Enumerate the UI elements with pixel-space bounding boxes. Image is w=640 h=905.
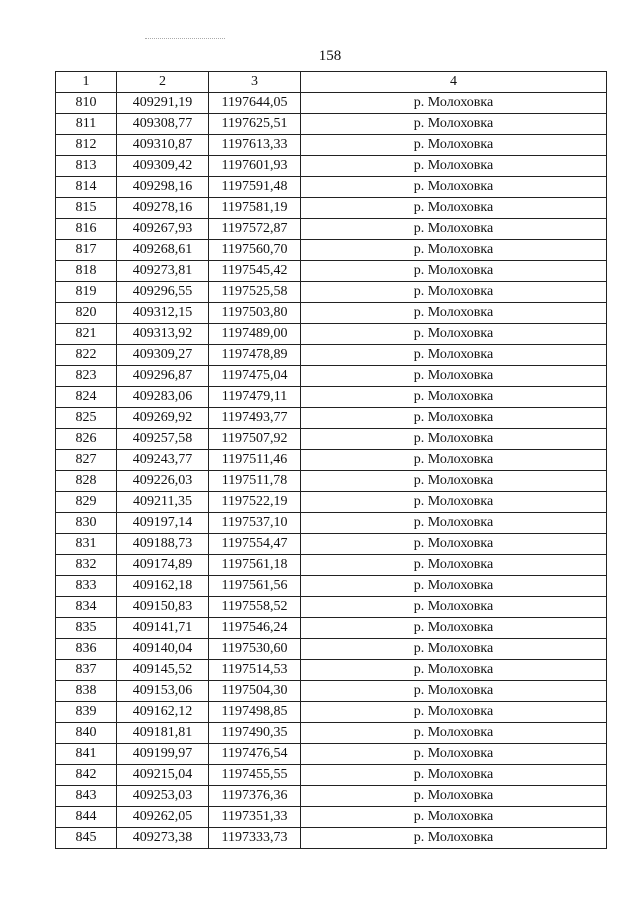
point-number-cell: 839	[56, 702, 117, 723]
description-cell: р. Молоховка	[301, 723, 607, 744]
point-number-cell: 811	[56, 114, 117, 135]
point-number-cell: 820	[56, 303, 117, 324]
y-coordinate-cell: 1197561,18	[209, 555, 301, 576]
description-cell: р. Молоховка	[301, 408, 607, 429]
x-coordinate-cell: 409262,05	[117, 807, 209, 828]
point-number-cell: 823	[56, 366, 117, 387]
point-number-cell: 814	[56, 177, 117, 198]
table-row	[56, 219, 607, 240]
x-coordinate-cell: 409141,71	[117, 618, 209, 639]
table-row	[56, 282, 607, 303]
table-row	[56, 387, 607, 408]
point-number-cell: 832	[56, 555, 117, 576]
x-coordinate-cell: 409309,42	[117, 156, 209, 177]
point-number-cell: 836	[56, 639, 117, 660]
x-coordinate-cell: 409226,03	[117, 471, 209, 492]
description-cell: р. Молоховка	[301, 93, 607, 114]
description-cell: р. Молоховка	[301, 681, 607, 702]
table-row	[56, 198, 607, 219]
scan-artifact	[145, 38, 225, 40]
y-coordinate-cell: 1197545,42	[209, 261, 301, 282]
point-number-cell: 841	[56, 744, 117, 765]
table-row	[56, 597, 607, 618]
y-coordinate-cell: 1197479,11	[209, 387, 301, 408]
table-row	[56, 681, 607, 702]
description-cell: р. Молоховка	[301, 303, 607, 324]
x-coordinate-cell: 409197,14	[117, 513, 209, 534]
description-cell: р. Молоховка	[301, 219, 607, 240]
x-coordinate-cell: 409296,87	[117, 366, 209, 387]
x-coordinate-cell: 409268,61	[117, 240, 209, 261]
description-cell: р. Молоховка	[301, 744, 607, 765]
description-cell: р. Молоховка	[301, 156, 607, 177]
y-coordinate-cell: 1197490,35	[209, 723, 301, 744]
table-row	[56, 450, 607, 471]
point-number-cell: 833	[56, 576, 117, 597]
header-col-2: 2	[117, 72, 209, 93]
point-number-cell: 828	[56, 471, 117, 492]
description-cell: р. Молоховка	[301, 240, 607, 261]
description-cell: р. Молоховка	[301, 450, 607, 471]
x-coordinate-cell: 409309,27	[117, 345, 209, 366]
description-cell: р. Молоховка	[301, 114, 607, 135]
table-row	[56, 618, 607, 639]
description-cell: р. Молоховка	[301, 177, 607, 198]
table-row	[56, 156, 607, 177]
header-col-4: 4	[301, 72, 607, 93]
description-cell: р. Молоховка	[301, 597, 607, 618]
point-number-cell: 842	[56, 765, 117, 786]
point-number-cell: 826	[56, 429, 117, 450]
y-coordinate-cell: 1197625,51	[209, 114, 301, 135]
y-coordinate-cell: 1197613,33	[209, 135, 301, 156]
x-coordinate-cell: 409313,92	[117, 324, 209, 345]
table-row	[56, 408, 607, 429]
description-cell: р. Молоховка	[301, 471, 607, 492]
table-row	[56, 786, 607, 807]
table-body	[56, 93, 607, 849]
x-coordinate-cell: 409298,16	[117, 177, 209, 198]
table-row	[56, 828, 607, 849]
point-number-cell: 812	[56, 135, 117, 156]
y-coordinate-cell: 1197522,19	[209, 492, 301, 513]
description-cell: р. Молоховка	[301, 618, 607, 639]
description-cell: р. Молоховка	[301, 828, 607, 849]
y-coordinate-cell: 1197644,05	[209, 93, 301, 114]
x-coordinate-cell: 409257,58	[117, 429, 209, 450]
point-number-cell: 844	[56, 807, 117, 828]
x-coordinate-cell: 409140,04	[117, 639, 209, 660]
x-coordinate-cell: 409291,19	[117, 93, 209, 114]
point-number-cell: 829	[56, 492, 117, 513]
description-cell: р. Молоховка	[301, 786, 607, 807]
x-coordinate-cell: 409162,12	[117, 702, 209, 723]
x-coordinate-cell: 409181,81	[117, 723, 209, 744]
description-cell: р. Молоховка	[301, 429, 607, 450]
table-row	[56, 429, 607, 450]
description-cell: р. Молоховка	[301, 282, 607, 303]
table-row	[56, 93, 607, 114]
x-coordinate-cell: 409243,77	[117, 450, 209, 471]
description-cell: р. Молоховка	[301, 639, 607, 660]
table-row	[56, 807, 607, 828]
header-col-1: 1	[56, 72, 117, 93]
page-number: 158	[318, 48, 342, 64]
table-row	[56, 576, 607, 597]
y-coordinate-cell: 1197601,93	[209, 156, 301, 177]
table-row	[56, 177, 607, 198]
y-coordinate-cell: 1197560,70	[209, 240, 301, 261]
y-coordinate-cell: 1197504,30	[209, 681, 301, 702]
table-row	[56, 471, 607, 492]
table-row	[56, 555, 607, 576]
point-number-cell: 830	[56, 513, 117, 534]
x-coordinate-cell: 409199,97	[117, 744, 209, 765]
table-row	[56, 702, 607, 723]
y-coordinate-cell: 1197493,77	[209, 408, 301, 429]
x-coordinate-cell: 409174,89	[117, 555, 209, 576]
y-coordinate-cell: 1197530,60	[209, 639, 301, 660]
y-coordinate-cell: 1197455,55	[209, 765, 301, 786]
description-cell: р. Молоховка	[301, 198, 607, 219]
table-row	[56, 492, 607, 513]
x-coordinate-cell: 409310,87	[117, 135, 209, 156]
table-row	[56, 723, 607, 744]
y-coordinate-cell: 1197503,80	[209, 303, 301, 324]
y-coordinate-cell: 1197546,24	[209, 618, 301, 639]
description-cell: р. Молоховка	[301, 702, 607, 723]
table-row	[56, 534, 607, 555]
point-number-cell: 819	[56, 282, 117, 303]
table-header-row	[56, 72, 607, 93]
point-number-cell: 838	[56, 681, 117, 702]
point-number-cell: 821	[56, 324, 117, 345]
description-cell: р. Молоховка	[301, 345, 607, 366]
x-coordinate-cell: 409162,18	[117, 576, 209, 597]
point-number-cell: 813	[56, 156, 117, 177]
y-coordinate-cell: 1197572,87	[209, 219, 301, 240]
y-coordinate-cell: 1197333,73	[209, 828, 301, 849]
point-number-cell: 827	[56, 450, 117, 471]
x-coordinate-cell: 409253,03	[117, 786, 209, 807]
y-coordinate-cell: 1197511,46	[209, 450, 301, 471]
description-cell: р. Молоховка	[301, 765, 607, 786]
table-row	[56, 366, 607, 387]
description-cell: р. Молоховка	[301, 261, 607, 282]
x-coordinate-cell: 409273,81	[117, 261, 209, 282]
y-coordinate-cell: 1197489,00	[209, 324, 301, 345]
x-coordinate-cell: 409283,06	[117, 387, 209, 408]
point-number-cell: 843	[56, 786, 117, 807]
y-coordinate-cell: 1197537,10	[209, 513, 301, 534]
point-number-cell: 818	[56, 261, 117, 282]
table-row	[56, 513, 607, 534]
point-number-cell: 816	[56, 219, 117, 240]
description-cell: р. Молоховка	[301, 660, 607, 681]
x-coordinate-cell: 409145,52	[117, 660, 209, 681]
point-number-cell: 817	[56, 240, 117, 261]
x-coordinate-cell: 409269,92	[117, 408, 209, 429]
point-number-cell: 834	[56, 597, 117, 618]
y-coordinate-cell: 1197511,78	[209, 471, 301, 492]
x-coordinate-cell: 409215,04	[117, 765, 209, 786]
point-number-cell: 815	[56, 198, 117, 219]
point-number-cell: 835	[56, 618, 117, 639]
table-row	[56, 240, 607, 261]
y-coordinate-cell: 1197554,47	[209, 534, 301, 555]
description-cell: р. Молоховка	[301, 492, 607, 513]
y-coordinate-cell: 1197514,53	[209, 660, 301, 681]
description-cell: р. Молоховка	[301, 324, 607, 345]
point-number-cell: 840	[56, 723, 117, 744]
point-number-cell: 845	[56, 828, 117, 849]
point-number-cell: 825	[56, 408, 117, 429]
table-row	[56, 345, 607, 366]
x-coordinate-cell: 409267,93	[117, 219, 209, 240]
table-row	[56, 261, 607, 282]
x-coordinate-cell: 409278,16	[117, 198, 209, 219]
x-coordinate-cell: 409296,55	[117, 282, 209, 303]
description-cell: р. Молоховка	[301, 387, 607, 408]
x-coordinate-cell: 409308,77	[117, 114, 209, 135]
y-coordinate-cell: 1197475,04	[209, 366, 301, 387]
point-number-cell: 824	[56, 387, 117, 408]
y-coordinate-cell: 1197498,85	[209, 702, 301, 723]
y-coordinate-cell: 1197591,48	[209, 177, 301, 198]
table-row	[56, 135, 607, 156]
description-cell: р. Молоховка	[301, 534, 607, 555]
y-coordinate-cell: 1197351,33	[209, 807, 301, 828]
table-row	[56, 639, 607, 660]
point-number-cell: 810	[56, 93, 117, 114]
y-coordinate-cell: 1197376,36	[209, 786, 301, 807]
point-number-cell: 837	[56, 660, 117, 681]
description-cell: р. Молоховка	[301, 135, 607, 156]
point-number-cell: 822	[56, 345, 117, 366]
y-coordinate-cell: 1197507,92	[209, 429, 301, 450]
description-cell: р. Молоховка	[301, 807, 607, 828]
table-row	[56, 303, 607, 324]
y-coordinate-cell: 1197561,56	[209, 576, 301, 597]
y-coordinate-cell: 1197558,52	[209, 597, 301, 618]
table-row	[56, 324, 607, 345]
x-coordinate-cell: 409153,06	[117, 681, 209, 702]
x-coordinate-cell: 409211,35	[117, 492, 209, 513]
header-col-3: 3	[209, 72, 301, 93]
x-coordinate-cell: 409188,73	[117, 534, 209, 555]
table-row	[56, 765, 607, 786]
y-coordinate-cell: 1197525,58	[209, 282, 301, 303]
y-coordinate-cell: 1197476,54	[209, 744, 301, 765]
table-row	[56, 114, 607, 135]
table-row	[56, 744, 607, 765]
y-coordinate-cell: 1197581,19	[209, 198, 301, 219]
description-cell: р. Молоховка	[301, 366, 607, 387]
table-row	[56, 660, 607, 681]
x-coordinate-cell: 409273,38	[117, 828, 209, 849]
point-number-cell: 831	[56, 534, 117, 555]
x-coordinate-cell: 409312,15	[117, 303, 209, 324]
description-cell: р. Молоховка	[301, 513, 607, 534]
description-cell: р. Молоховка	[301, 555, 607, 576]
y-coordinate-cell: 1197478,89	[209, 345, 301, 366]
coordinates-table	[55, 71, 607, 849]
x-coordinate-cell: 409150,83	[117, 597, 209, 618]
description-cell: р. Молоховка	[301, 576, 607, 597]
